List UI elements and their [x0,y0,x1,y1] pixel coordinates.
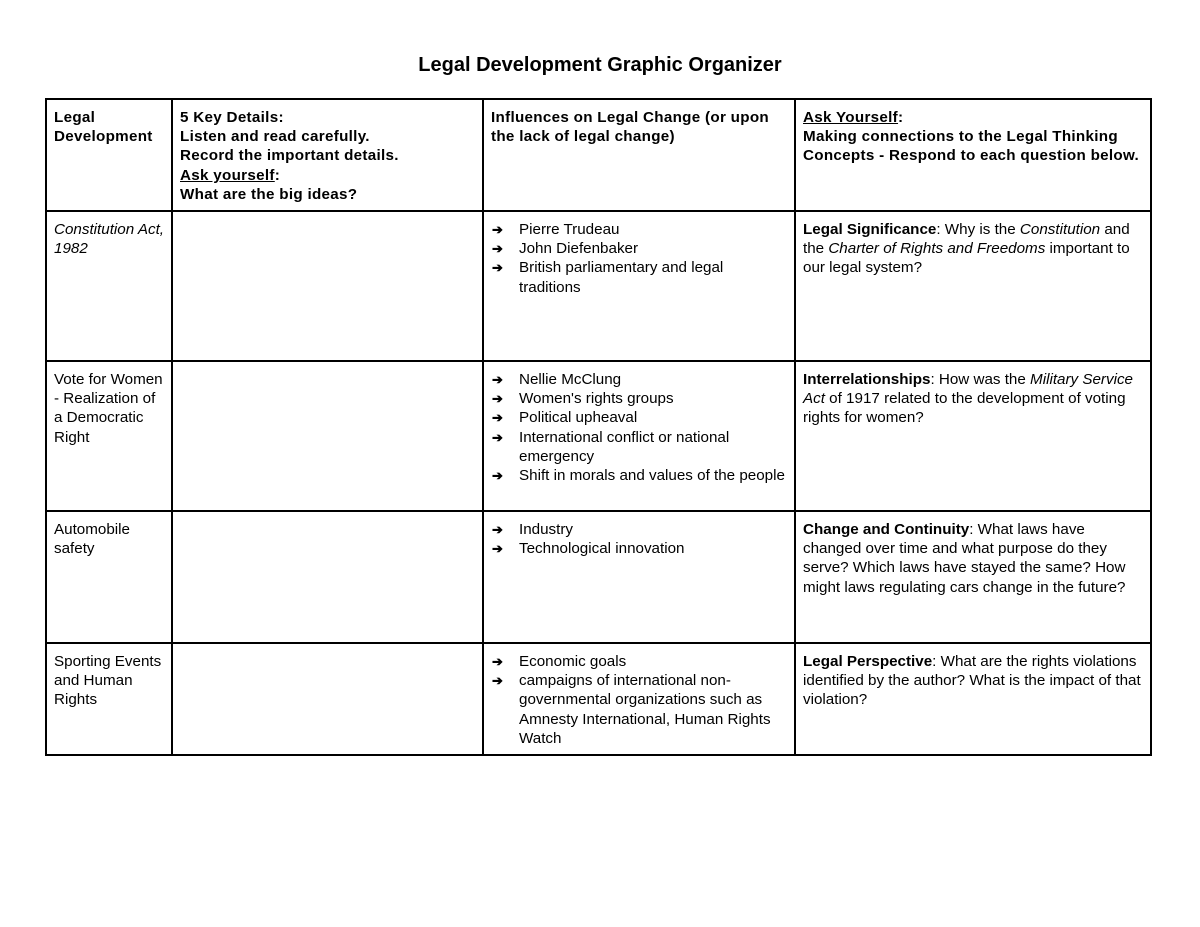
question-italic-text: Military Service Act [803,371,1134,408]
arrow-right-icon: ➔ [492,468,503,484]
question-cell [795,643,1151,755]
influence-text: Nellie McClung [519,371,622,389]
question-italic-text: Constitution [1019,221,1101,239]
influence-text: British parliamentary and legal traditions [519,259,724,296]
list-item [491,652,788,671]
influence-text: John Diefenbaker [519,240,639,258]
influence-text: campaigns of international non-governmental organizations such as Amnesty International, Human Rights Watch [519,672,771,747]
question-text: of 1917 related to the development of voting rights for women? [803,390,1126,427]
development-label: Sporting Events and Human Rights [54,653,162,709]
list-item [491,239,788,258]
key-details-ask-colon: : [274,166,281,184]
development-cell [46,643,172,755]
key-details-ask-yourself: Ask yourself [180,166,275,184]
influences-cell [483,511,795,643]
header-legal-development [46,99,172,211]
question-text: : Why is the [936,221,1020,239]
development-label: Constitution Act, 1982 [54,221,165,258]
key-details-line3: Record the important details. [180,147,399,165]
influence-text: Economic goals [519,653,627,671]
question-text: and the [803,221,1130,258]
arrow-right-icon: ➔ [492,541,503,557]
question-text: : How was the [930,371,1031,389]
influence-text: Political upheaval [519,409,638,427]
graphic-organizer-table [45,98,1152,756]
influence-text: Industry [519,521,574,539]
list-item [491,258,788,296]
concept-label: Legal Perspective [803,653,933,671]
influences-list [491,220,788,297]
arrow-right-icon: ➔ [492,391,503,407]
list-item [491,220,788,239]
arrow-right-icon: ➔ [492,241,503,257]
list-item [491,370,788,389]
influences-list [491,520,788,558]
header-row [46,99,1151,211]
key-details-line2: Listen and read carefully. [180,128,370,146]
page-title: Legal Development Graphic Organizer [418,54,782,76]
header-influences [483,99,795,211]
key-details-cell[interactable] [172,643,483,755]
influences-list [491,652,788,748]
header-ask-yourself-colon: : [898,109,904,126]
header-legal-development-line2: Development [54,128,153,146]
arrow-right-icon: ➔ [492,222,503,238]
development-label: Automobile safety [54,521,130,558]
influence-text: Technological innovation [519,540,685,558]
concept-label: Interrelationships [803,371,931,389]
list-item [491,428,788,466]
list-item [491,671,788,748]
key-details-cell[interactable] [172,511,483,643]
question-cell [795,511,1151,643]
development-label: Vote for Women - Realization of a Democratic Right [54,371,163,446]
header-legal-development-line1: Legal [54,109,96,126]
question-cell [795,361,1151,511]
list-item [491,539,788,558]
header-key-details [172,99,483,211]
header-ask-yourself-text: Making connections to the Legal Thinking Concepts - Respond to each question below. [803,128,1140,165]
table-row [46,511,1151,643]
influences-cell [483,643,795,755]
influence-text: Pierre Trudeau [519,221,620,239]
development-cell [46,211,172,361]
development-cell [46,361,172,511]
arrow-right-icon: ➔ [492,429,503,445]
arrow-right-icon: ➔ [492,410,503,426]
question-text: : What laws have changed over time and what purpose do they serve? Which laws have stayed the same? How might laws regulating cars change in the future? [803,521,1126,596]
list-item [491,520,788,539]
table-row [46,211,1151,361]
influence-text: Women's rights groups [519,390,674,408]
influence-text: International conflict or national emergency [519,428,730,465]
key-details-cell[interactable] [172,211,483,361]
influence-text: Shift in morals and values of the people [519,467,785,485]
arrow-right-icon: ➔ [492,372,503,388]
list-item [491,389,788,408]
concept-label: Legal Significance [803,221,937,239]
arrow-right-icon: ➔ [492,522,503,538]
influences-cell [483,361,795,511]
question-text: : What are the rights violations identified by the author? What is the impact of that violation? [803,653,1141,709]
arrow-right-icon: ➔ [492,673,503,689]
arrow-right-icon: ➔ [492,654,503,670]
arrow-right-icon: ➔ [492,260,503,276]
question-cell [795,211,1151,361]
influences-cell [483,211,795,361]
question-text: important to our legal system? [803,240,1130,277]
question-italic-text: Charter of Rights and Freedoms [828,240,1046,258]
key-details-cell[interactable] [172,361,483,511]
table-row [46,361,1151,511]
influences-list [491,370,788,485]
list-item [491,408,788,427]
list-item [491,466,788,485]
key-details-line5: What are the big ideas? [180,185,358,203]
header-ask-yourself-label: Ask Yourself [803,109,899,126]
header-influences-text: Influences on Legal Change (or upon the lack of legal change) [491,109,769,146]
key-details-line1: 5 Key Details: [180,109,284,126]
header-ask-yourself [795,99,1151,211]
table-row [46,643,1151,755]
development-cell [46,511,172,643]
concept-label: Change and Continuity [803,521,970,539]
